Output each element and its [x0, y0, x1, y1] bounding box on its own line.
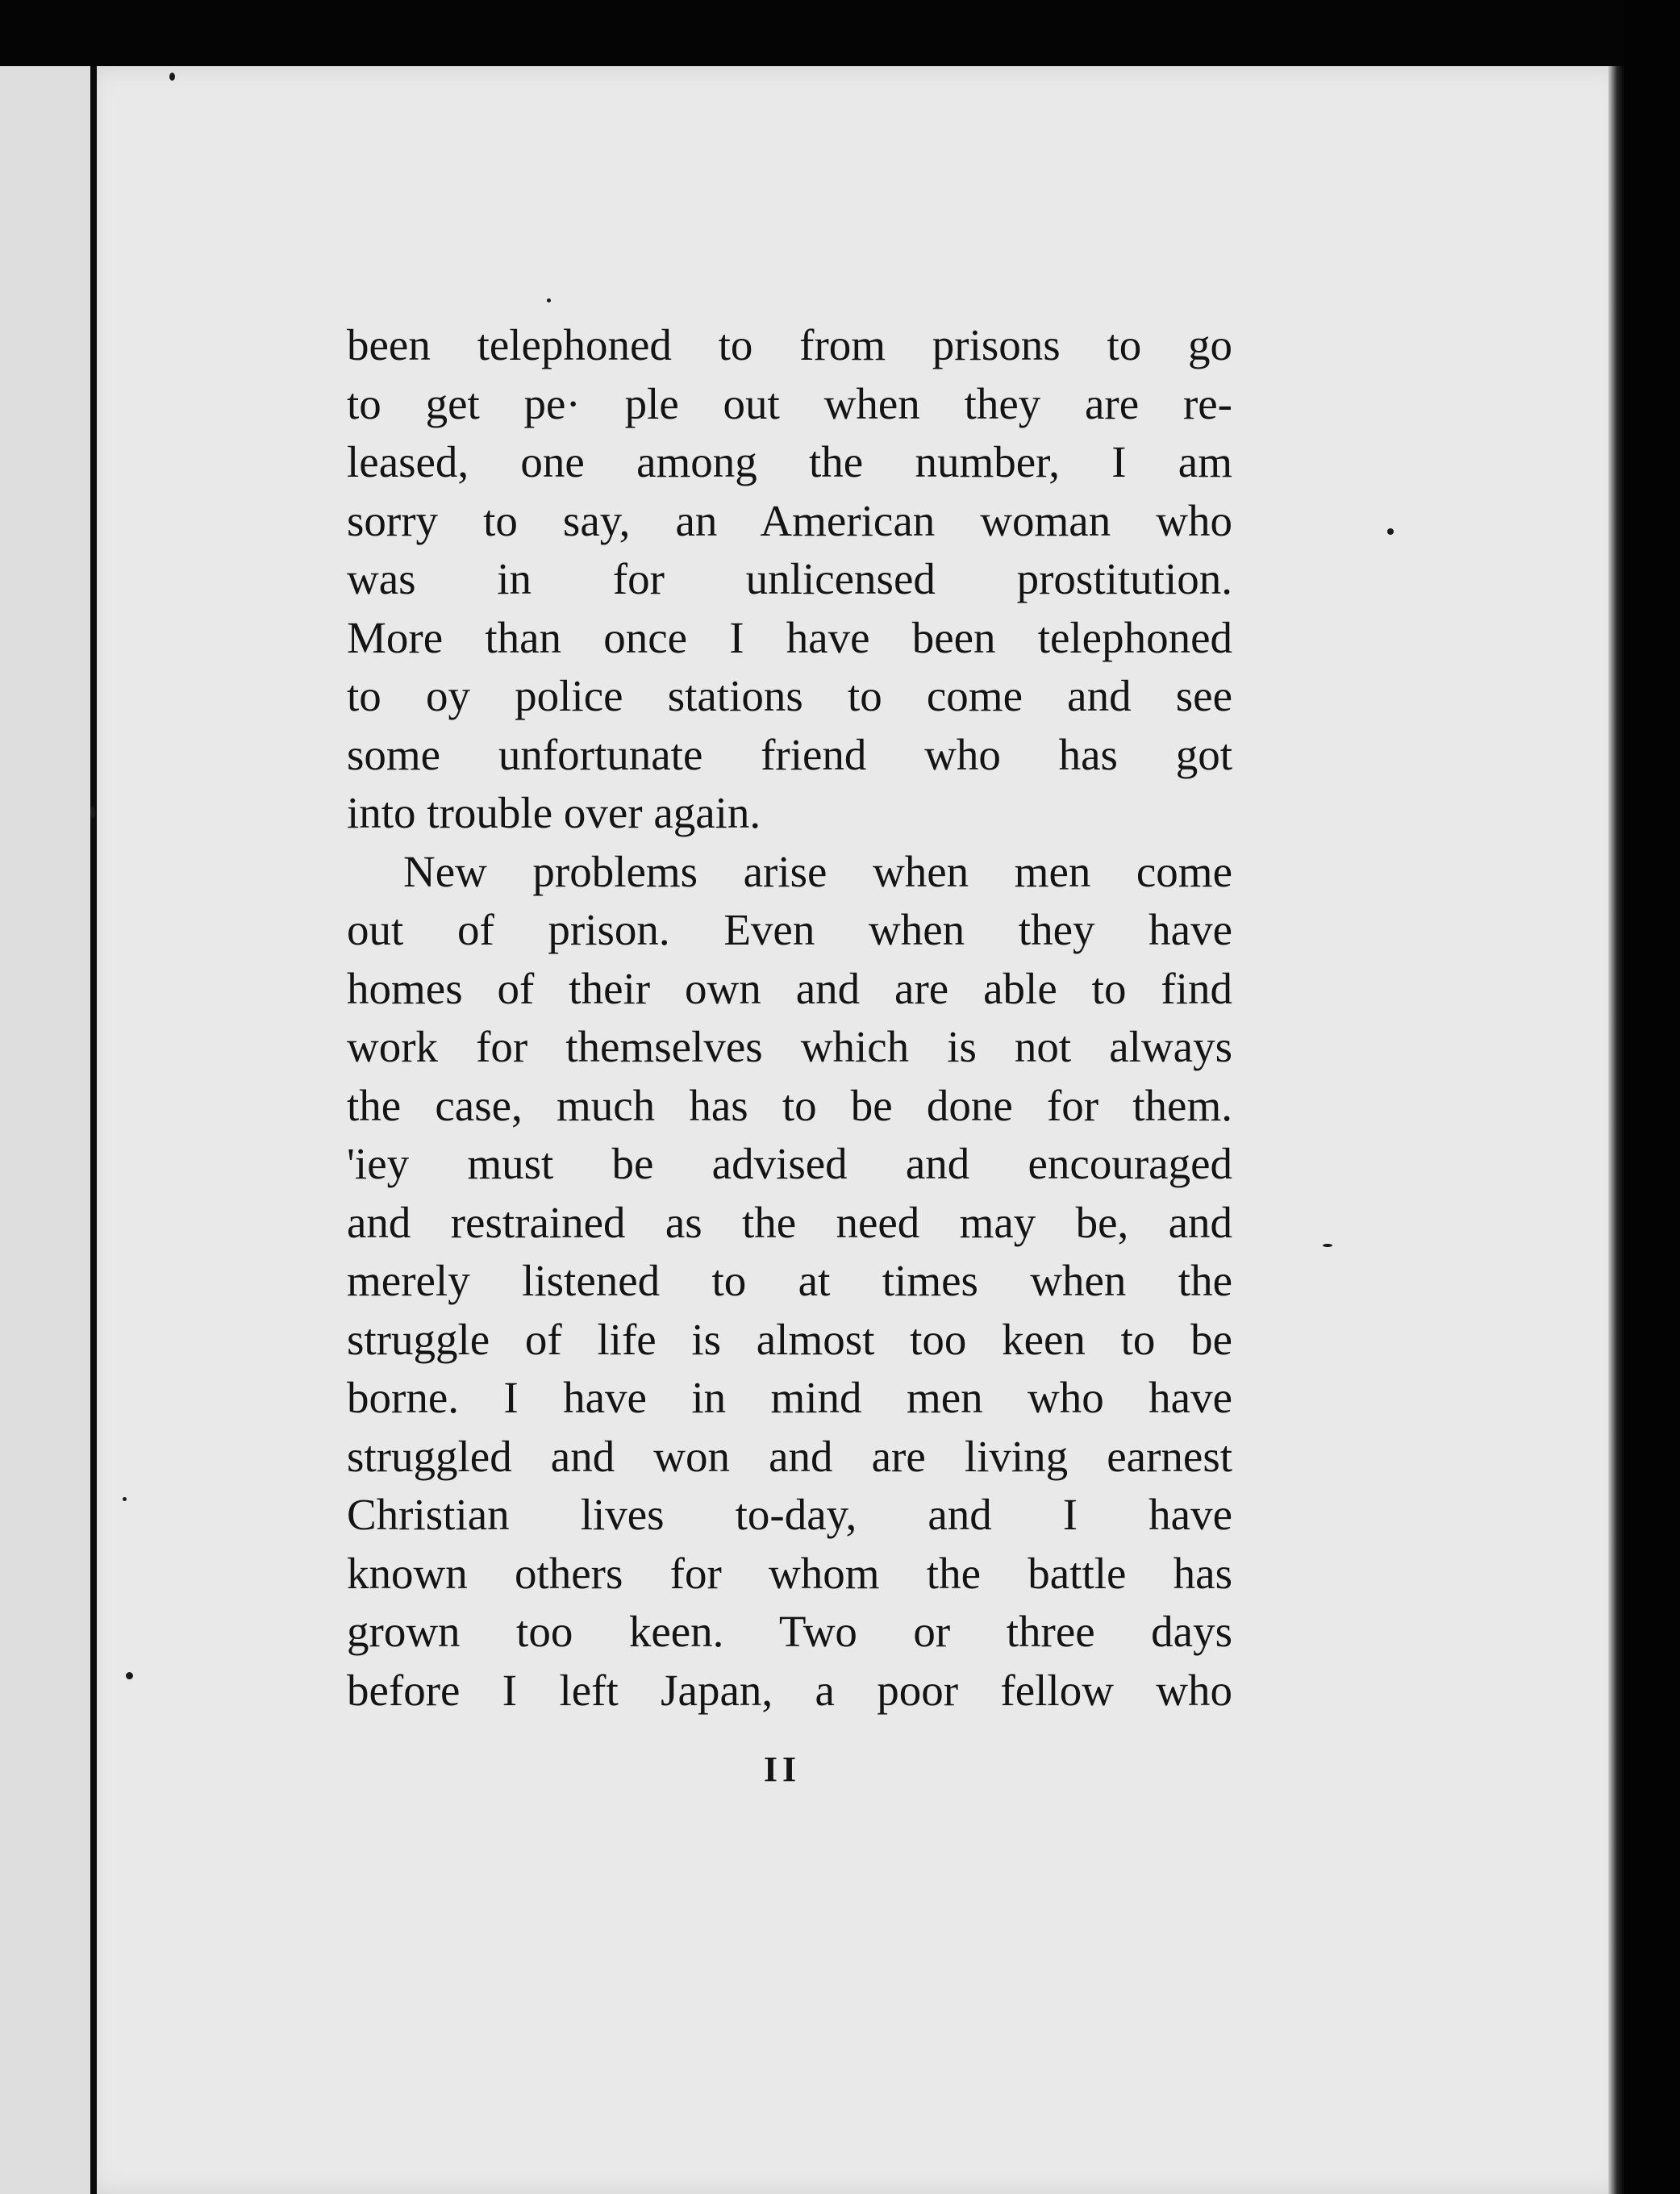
text-line: struggled and won and are living earnest	[347, 1431, 1232, 1481]
text-line: grown too keen. Two or three days	[347, 1607, 1232, 1656]
text-line: into trouble over again.	[347, 788, 761, 837]
text-line: to oy police stations to come and see	[347, 671, 1232, 720]
dust-speck	[123, 1497, 127, 1501]
text-line: to get pe· ple out when they are re-	[347, 378, 1232, 428]
text-line: 'iey must be advised and encouraged	[347, 1139, 1232, 1188]
text-line: been telephoned to from prisons to go	[347, 320, 1232, 369]
dust-speck	[169, 73, 175, 81]
text-line: borne. I have in mind men who have	[347, 1373, 1232, 1422]
dust-speck	[547, 298, 551, 302]
text-line: struggle of life is almost too keen to be	[347, 1314, 1232, 1364]
text-line: the case, much has to be done for them.	[347, 1080, 1232, 1130]
text-line: some unfortunate friend who has got	[347, 729, 1232, 779]
text-line: known others for whom the battle has	[347, 1548, 1232, 1598]
text-line: before I left Japan, a poor fellow who	[347, 1665, 1232, 1715]
body-text	[347, 316, 1232, 1720]
left-gutter	[0, 66, 90, 2194]
text-line: out of prison. Even when they have	[347, 905, 1232, 954]
dust-speck	[1323, 1244, 1332, 1247]
page-number: II	[763, 1750, 802, 1789]
text-line: merely listened to at times when the	[347, 1256, 1232, 1305]
right-scan-border	[1624, 0, 1680, 2194]
text-line: and restrained as the need may be, and	[347, 1197, 1232, 1247]
text-line: leased, one among the number, I am	[347, 437, 1232, 486]
text-line: New problems arise when men come	[403, 846, 1232, 896]
top-scan-border	[0, 0, 1680, 66]
dust-speck	[126, 1672, 133, 1679]
text-line: sorry to say, an American woman who	[347, 495, 1232, 545]
text-line: work for themselves which is not always	[347, 1022, 1232, 1071]
text-line: Christian lives to-day, and I have	[347, 1490, 1232, 1539]
left-page-edge	[90, 66, 97, 2194]
text-line: was in for unlicensed prostitution.	[347, 554, 1232, 603]
right-page-edge	[1608, 66, 1623, 2194]
text-line: homes of their own and are able to find	[347, 963, 1232, 1013]
dust-speck	[90, 807, 95, 818]
text-line: More than once I have been telephoned	[347, 612, 1232, 662]
dust-speck	[1387, 528, 1394, 535]
